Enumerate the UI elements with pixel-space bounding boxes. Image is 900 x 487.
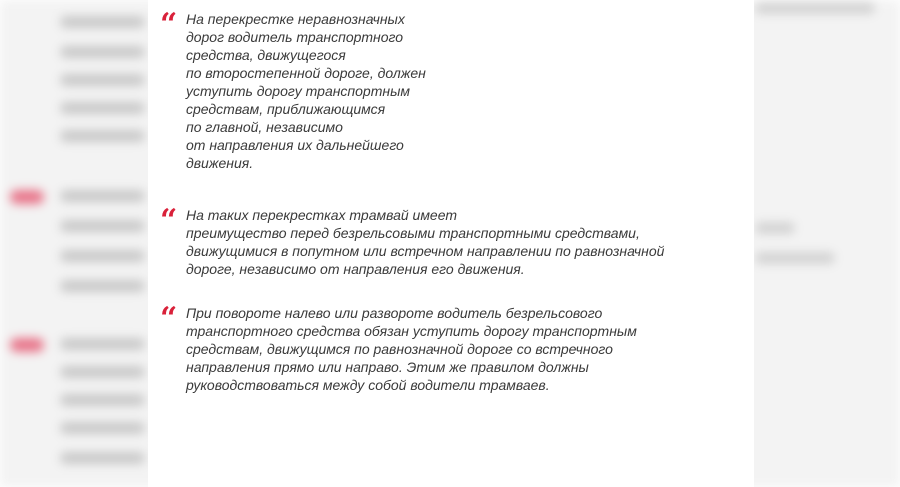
blurred-text-line (60, 102, 145, 114)
quote-block (160, 203, 744, 278)
blurred-text-line (755, 252, 835, 264)
quote-text: На таких перекрестках трамвай имеет преимущество перед безрельсовыми транспортными средствами, движущимися в попутном или встречном направлении по равнозначной дороге, независимо от направления его движения. (186, 207, 665, 277)
quote-panel (148, 0, 754, 487)
blurred-list-marker (10, 190, 44, 204)
quote-block (160, 301, 744, 394)
blurred-text-line (755, 222, 795, 234)
blurred-text-line (755, 2, 875, 14)
quote-text: При повороте налево или развороте водитель безрельсового транспортного средства обязан уступить дорогу транспортным средствам, движущимся по равнозначной дороге со встречного направления прямо или направо. Этим же правилом должны руководствоваться между собой водители трамваев. (186, 305, 637, 393)
quote-mark-icon: “ (160, 7, 178, 42)
blurred-list-marker (10, 338, 44, 352)
blurred-text-line (60, 394, 145, 406)
quote-block (160, 7, 744, 172)
quote-text: На перекрестке неравнозначных дорог водитель транспортного средства, движущегося по второстепенной дороге, должен уступить дорогу транспортным средствам, приближающимся по главной, независимо от направления их дальнейшего движения. (186, 11, 426, 171)
blurred-text-line (60, 452, 145, 464)
blurred-text-line (60, 338, 145, 350)
blurred-text-line (60, 130, 145, 142)
blurred-text-line (60, 422, 145, 434)
blurred-text-line (60, 16, 145, 28)
blurred-text-line (60, 280, 145, 292)
quote-mark-icon: “ (160, 203, 178, 238)
blurred-text-line (60, 46, 145, 58)
blurred-text-line (60, 250, 145, 262)
blurred-text-line (60, 74, 145, 86)
quote-mark-icon: “ (160, 301, 178, 336)
blurred-text-line (60, 366, 145, 378)
blurred-text-line (60, 220, 145, 232)
blurred-text-line (60, 190, 145, 202)
